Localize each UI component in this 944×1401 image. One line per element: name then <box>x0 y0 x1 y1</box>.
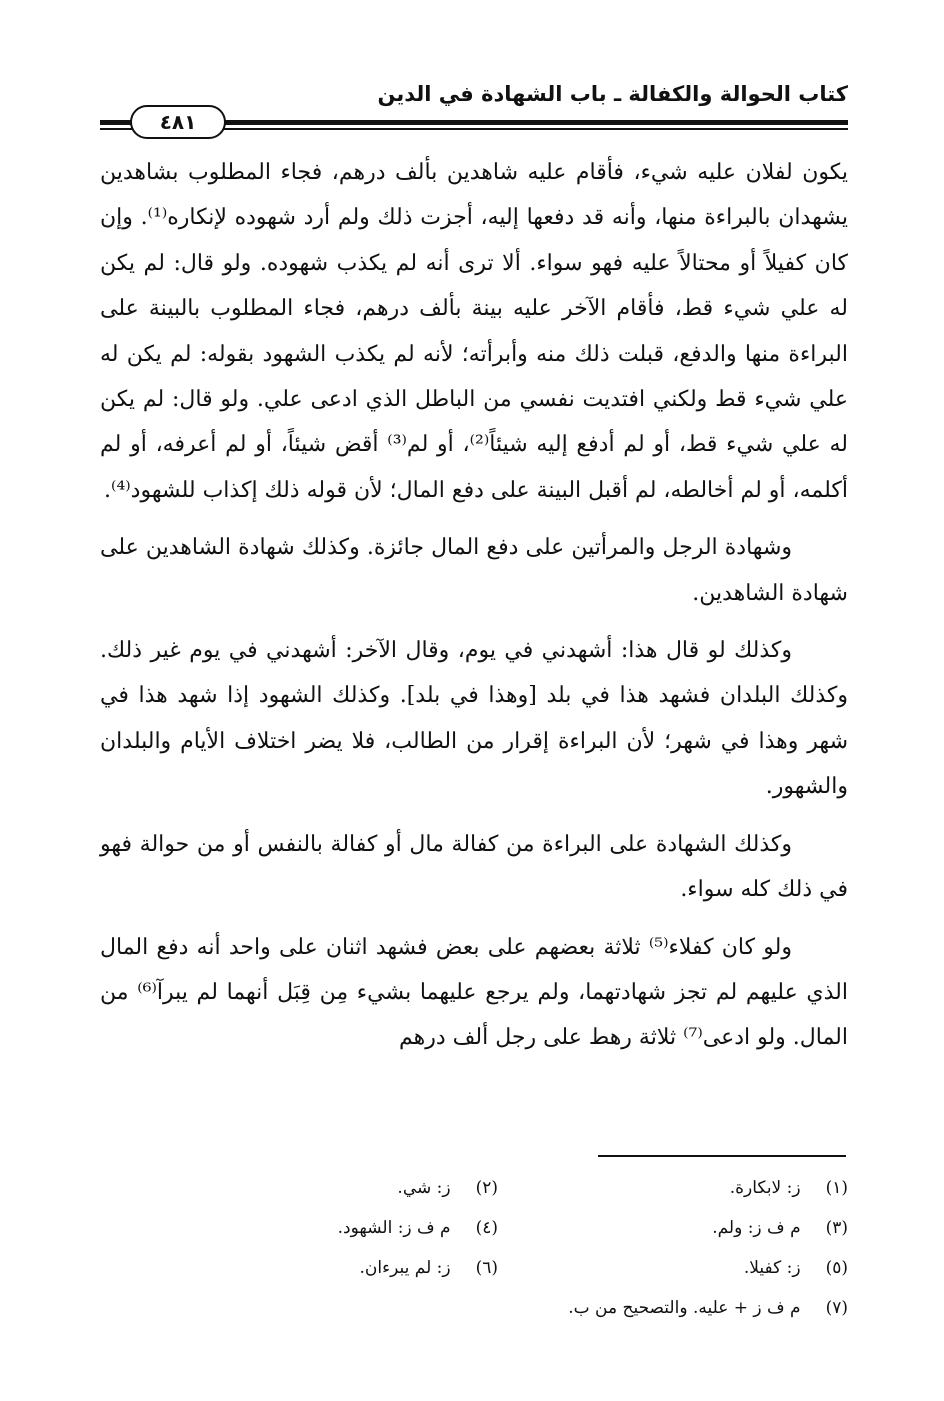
page-number: ٤٨١ <box>159 110 197 134</box>
footnote-text: م ف ز + عليه. والتصحيح من ب. <box>568 1298 801 1318</box>
footnote-row <box>100 1168 848 1208</box>
footnote-text: ز: لم يبرءان. <box>359 1258 451 1278</box>
footnote-number: (٥) <box>825 1258 848 1278</box>
footnote <box>498 1288 848 1328</box>
footnote <box>148 1208 498 1248</box>
paragraph: وكذلك الشهادة على البراءة من كفالة مال أو كفالة بالنفس أو من حوالة فهو في ذلك كله سواء. <box>100 831 848 903</box>
footnote <box>148 1168 498 1208</box>
footnote-text: ز: كفيلا. <box>743 1258 801 1278</box>
footnote-text: ز: شي. <box>397 1178 451 1198</box>
page-number-badge <box>130 105 226 139</box>
paragraph: يكون لفلان عليه شيء، فأقام عليه شاهدين بألف درهم، فجاء المطلوب بشاهدين يشهدان بالبراءة منها، وأنه قد دفعها إليه، أجزت ذلك ولم أرد شهوده لإنكاره⁽¹⁾. وإن كان كفيلاً أو محتالاً عليه فهو سواء. ألا ترى أنه لم يكذب شهوده. ولو قال: لم يكن له علي شيء قط، فأقام الآخر عليه بينة بألف درهم، فجاء المطلوب بالبينة على البراءة منها والدفع، قبلت ذلك منه وأبرأته؛ لأنه لم يكذب الشهود بقوله: لم يكن له علي شيء قط ولكني افتديت نفسي من الباطل الذي ادعى علي. ولو قال: لم يكن له علي شيء قط، أو لم أدفع إليه شيئاً⁽²⁾، أو لم⁽³⁾ أقض شيئاً، أو لم أعرفه، أو لم أكلمه، أو لم أخالطه، لم أقبل البينة على دفع المال؛ لأن قوله ذلك إكذاب للشهود⁽⁴⁾. <box>100 160 848 503</box>
footnote-text: م ف ز: ولم. <box>712 1218 801 1238</box>
footnote <box>498 1248 848 1288</box>
footnote-number: (١) <box>825 1178 848 1198</box>
footnote <box>498 1168 848 1208</box>
paragraph: وشهادة الرجل والمرأتين على دفع المال جائزة. وكذلك شهادة الشاهدين على شهادة الشاهدين. <box>100 535 848 606</box>
footnote-text: ز: لابكارة. <box>729 1178 801 1198</box>
footnote-separator <box>598 1155 846 1157</box>
footnote-number: (٧) <box>825 1298 848 1318</box>
footnote <box>148 1248 498 1288</box>
paragraph: ولو كان كفلاء⁽⁵⁾ ثلاثة بعضهم على بعض فشهد اثنان على واحد أنه دفع المال الذي عليهم لم تجز شهادتهما، ولم يرجع عليهما بشيء مِن قِبَل أنهما لم يبرآ⁽⁶⁾ من المال. ولو ادعى⁽⁷⁾ ثلاثة رهط على رجل ألف درهم <box>100 934 848 1051</box>
footnotes <box>100 1168 848 1328</box>
footnote-row <box>100 1288 848 1328</box>
footnote-row <box>100 1248 848 1288</box>
footnote-number: (٣) <box>825 1218 848 1238</box>
footnote <box>498 1208 848 1248</box>
footnote-number: (٤) <box>475 1218 498 1238</box>
body-text <box>100 150 848 1061</box>
running-header-title: كتاب الحوالة والكفالة ـ باب الشهادة في الدين <box>377 82 848 106</box>
paragraph: وكذلك لو قال هذا: أشهدني في يوم، وقال الآخر: أشهدني في يوم غير ذلك. وكذلك البلدان فشهد هذا في بلد [وهذا في بلد]. وكذلك الشهود إذا شهد هذا في شهر وهذا في شهر؛ لأن البراءة إقرار من الطالب، فلا يضر اختلاف الأيام والبلدان والشهور. <box>100 638 849 800</box>
footnote-number: (٦) <box>475 1258 498 1278</box>
footnote-text: م ف ز: الشهود. <box>337 1218 451 1238</box>
footnote-number: (٢) <box>475 1178 498 1198</box>
footnote-row <box>100 1208 848 1248</box>
